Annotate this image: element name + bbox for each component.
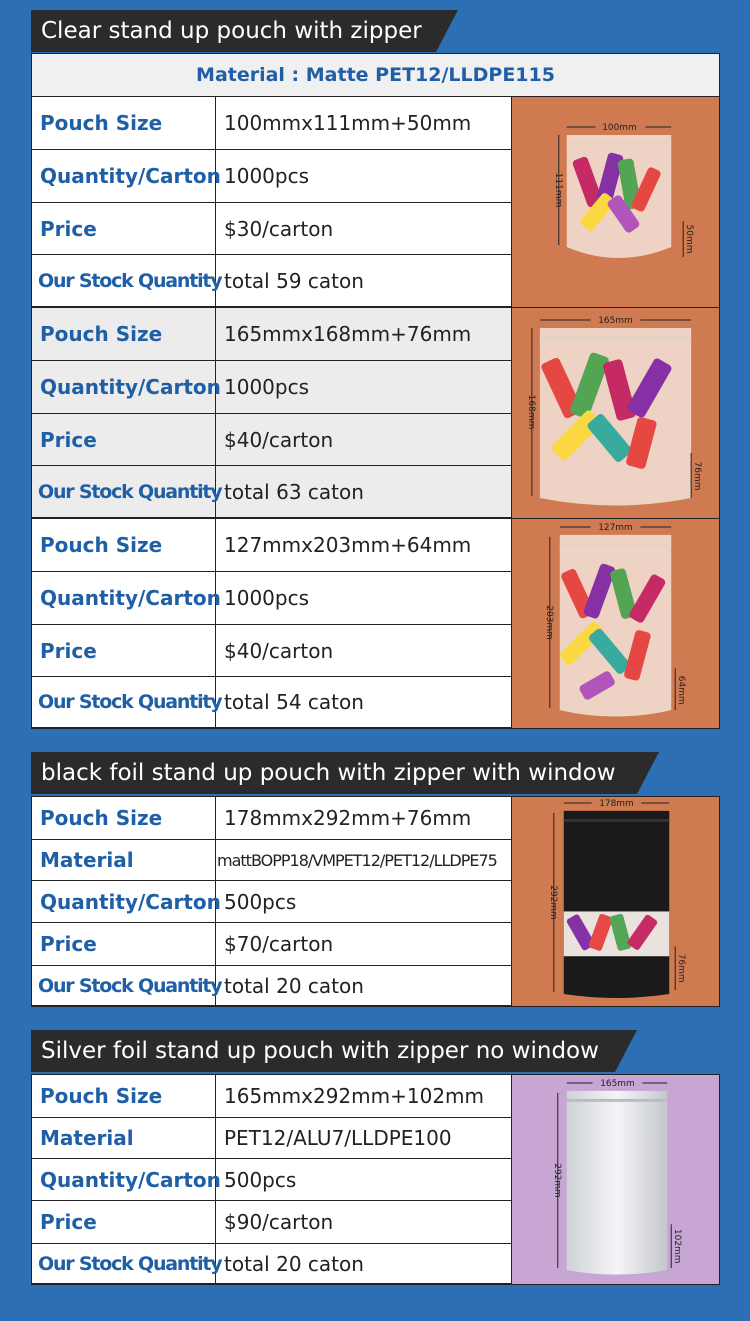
quantity-value: 1000pcs — [224, 164, 310, 188]
height-dim-label: 292mm — [551, 1163, 562, 1198]
black-block — [31, 796, 720, 1007]
stock-label: Our Stock Quantity — [32, 1244, 216, 1283]
gusset-dim-label: 64mm — [676, 675, 687, 705]
gusset-dim-label: 76mm — [692, 461, 703, 491]
quantity-value: 500pcs — [224, 889, 297, 914]
stock-label: Our Stock Quantity — [32, 466, 216, 517]
table-row — [32, 572, 512, 625]
table-row — [32, 1118, 512, 1159]
quantity-value: 1000pcs — [224, 375, 310, 399]
material-label: Material — [32, 1118, 216, 1158]
stock-value: total 20 caton — [224, 1251, 364, 1276]
quantity-label: Quantity/Carton — [32, 881, 216, 922]
black-pouch-photo — [511, 797, 719, 1006]
table-row — [32, 466, 512, 518]
price-value: $40/carton — [224, 427, 334, 452]
table-row — [32, 966, 512, 1006]
gusset-dim-label: 50mm — [684, 224, 695, 254]
table-row — [32, 97, 512, 150]
table-row — [32, 255, 512, 307]
section-title-black: black foil stand up pouch with zipper with window — [31, 752, 637, 794]
price-label: Price — [32, 923, 216, 965]
clear-pouch-photo-2 — [511, 308, 719, 518]
gusset-dim-label: 102mm — [672, 1228, 683, 1264]
pouch-size-label: Pouch Size — [32, 1075, 216, 1117]
price-label: Price — [32, 1201, 216, 1243]
table-row — [32, 308, 512, 361]
price-value: $90/carton — [224, 1210, 334, 1234]
pouch-size-value: 178mmx292mm+76mm — [224, 806, 472, 830]
clear-material-bar: Material : Matte PET12/LLDPE115 — [31, 53, 720, 97]
pouch-size-label: Pouch Size — [32, 519, 216, 571]
table-row — [32, 797, 512, 840]
height-dim-label: 111mm — [552, 172, 563, 208]
price-label: Price — [32, 414, 216, 465]
pouch-size-value: 165mmx168mm+76mm — [224, 322, 472, 346]
material-value: mattBOPP18/VMPET12/PET12/LLDPE75 — [217, 850, 497, 870]
pouch-size-value: 127mmx203mm+64mm — [224, 533, 472, 557]
price-label: Price — [32, 203, 216, 254]
quantity-label: Quantity/Carton — [32, 150, 216, 202]
table-row — [32, 840, 512, 881]
width-dim-label: 127mm — [598, 522, 633, 533]
quantity-label: Quantity/Carton — [32, 361, 216, 413]
stock-label: Our Stock Quantity — [32, 677, 216, 727]
clear-pouch-photo-3 — [511, 519, 719, 728]
table-row — [32, 923, 512, 966]
stock-label: Our Stock Quantity — [32, 255, 216, 306]
clear-block-3 — [31, 518, 720, 729]
section-title-silver: Silver foil stand up pouch with zipper no window — [31, 1030, 615, 1072]
material-label: Material — [32, 840, 216, 880]
gusset-dim-label: 76mm — [676, 953, 687, 983]
width-dim-label: 165mm — [598, 315, 633, 327]
table-row — [32, 677, 512, 728]
table-row — [32, 519, 512, 572]
price-value: $30/carton — [224, 216, 334, 241]
price-value: $40/carton — [224, 638, 334, 663]
clear-pouch-photo-1 — [511, 97, 719, 307]
table-row — [32, 1244, 512, 1284]
silver-pouch-photo — [511, 1075, 719, 1284]
quantity-value: 1000pcs — [224, 586, 310, 610]
table-row — [32, 1159, 512, 1201]
price-label: Price — [32, 625, 216, 676]
table-row — [32, 1075, 512, 1118]
stock-value: total 54 caton — [224, 690, 364, 714]
height-dim-label: 168mm — [525, 394, 536, 430]
pouch-size-label: Pouch Size — [32, 97, 216, 149]
section-title-clear: Clear stand up pouch with zipper — [31, 10, 436, 52]
width-dim-label: 165mm — [600, 1078, 635, 1089]
table-row — [32, 1201, 512, 1244]
table-row — [32, 625, 512, 677]
stock-label: Our Stock Quantity — [32, 966, 216, 1005]
table-row — [32, 203, 512, 255]
quantity-label: Quantity/Carton — [32, 572, 216, 624]
height-dim-label: 292mm — [547, 885, 558, 920]
table-row — [32, 150, 512, 203]
quantity-value: 500pcs — [224, 1167, 297, 1192]
clear-block-2 — [31, 307, 720, 519]
pouch-size-value: 165mmx292mm+102mm — [224, 1084, 485, 1108]
stock-value: total 63 caton — [224, 479, 364, 504]
width-dim-label: 100mm — [602, 122, 637, 134]
price-value: $70/carton — [224, 932, 334, 956]
height-dim-label: 203mm — [543, 605, 554, 640]
pouch-size-value: 100mmx111mm+50mm — [224, 111, 472, 135]
width-dim-label: 178mm — [599, 798, 634, 809]
clear-block-1 — [31, 96, 720, 308]
pouch-size-label: Pouch Size — [32, 797, 216, 839]
table-row — [32, 361, 512, 414]
pouch-size-label: Pouch Size — [32, 308, 216, 360]
stock-value: total 20 caton — [224, 973, 364, 998]
silver-block — [31, 1074, 720, 1285]
material-value: PET12/ALU7/LLDPE100 — [224, 1126, 452, 1150]
table-row — [32, 881, 512, 923]
table-row — [32, 414, 512, 466]
stock-value: total 59 caton — [224, 268, 364, 293]
quantity-label: Quantity/Carton — [32, 1159, 216, 1200]
